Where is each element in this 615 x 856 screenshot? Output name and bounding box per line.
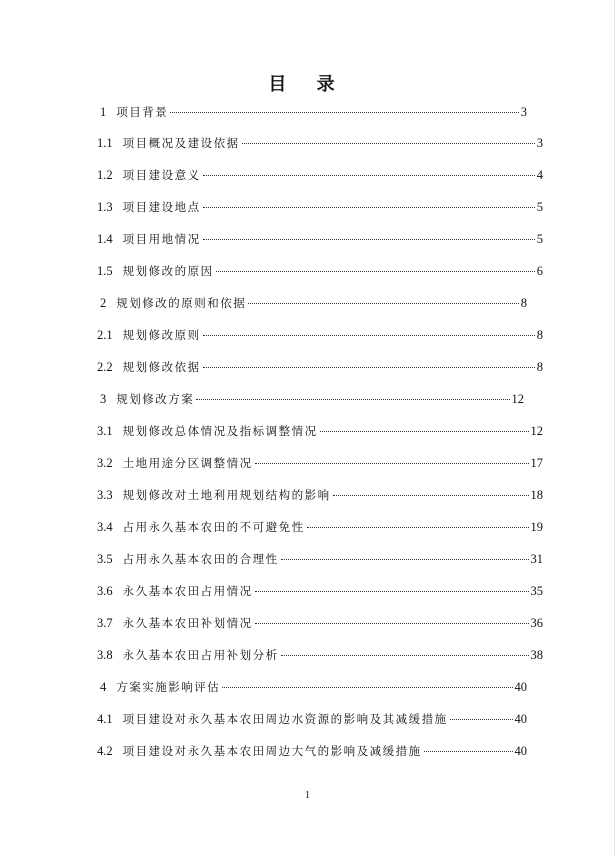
toc-entry[interactable] — [97, 134, 543, 152]
toc-entry-title: 土地用途分区调整情况 — [122, 456, 253, 470]
toc-entry-page: 36 — [530, 616, 543, 630]
toc-entry-page: 5 — [536, 200, 543, 214]
toc-entry-title: 项目建设对永久基本农田周边水资源的影响及其减缓措施 — [122, 712, 448, 726]
toc-title: 目 录 — [268, 74, 347, 95]
toc-entry-number: 1.1 — [97, 136, 113, 150]
toc-entry-leader — [307, 527, 529, 528]
toc-entry[interactable] — [97, 486, 543, 504]
toc-entry-page: 3 — [536, 136, 543, 150]
toc-entry-number: 2 — [100, 296, 107, 310]
toc-entry-number: 2.2 — [97, 360, 113, 374]
toc-entry-page: 40 — [514, 712, 527, 726]
toc-entry-number: 2.1 — [97, 328, 113, 342]
toc-entry-page: 6 — [536, 264, 543, 278]
toc-entry-leader — [242, 143, 535, 144]
toc-entry-leader — [255, 591, 529, 592]
toc-entry[interactable] — [97, 614, 543, 632]
toc-entry-page: 35 — [530, 584, 543, 598]
toc-entry-leader — [203, 239, 535, 240]
toc-entry[interactable] — [97, 518, 543, 536]
toc-entry-title: 规划修改的原因 — [122, 264, 214, 278]
toc-entry[interactable] — [97, 710, 527, 728]
toc-entry-title: 项目概况及建设依据 — [122, 136, 240, 150]
toc-entry-number: 3.1 — [97, 424, 113, 438]
toc-entry[interactable] — [100, 390, 524, 408]
page-number: 1 — [305, 790, 310, 801]
toc-entry-number: 3.6 — [97, 584, 113, 598]
toc-entry-leader — [255, 623, 529, 624]
toc-entry[interactable] — [97, 166, 543, 184]
toc-entry-page: 4 — [536, 168, 543, 182]
toc-entry-title: 规划修改对土地利用规划结构的影响 — [122, 488, 331, 502]
toc-entry[interactable] — [97, 198, 543, 216]
toc-entry[interactable] — [100, 294, 527, 312]
toc-entry-title: 永久基本农田占用情况 — [122, 584, 253, 598]
toc-entry-number: 1.4 — [97, 232, 113, 246]
toc-entry-page: 17 — [530, 456, 543, 470]
toc-entry-leader — [196, 399, 509, 400]
toc-entry-number: 4 — [100, 680, 107, 694]
toc-entry-leader — [255, 463, 529, 464]
toc-entry-leader — [281, 559, 529, 560]
toc-entry-leader — [203, 335, 535, 336]
toc-entry[interactable] — [100, 678, 527, 696]
toc-entry-leader — [170, 112, 519, 113]
toc-entry-page: 8 — [520, 296, 527, 310]
toc-entry[interactable] — [97, 742, 527, 760]
toc-entry-number: 1.5 — [97, 264, 113, 278]
toc-entry-number: 1 — [100, 105, 107, 119]
toc-entry-title: 项目背景 — [116, 105, 169, 119]
toc-entry-page: 12 — [530, 424, 543, 438]
toc-entry-number: 1.3 — [97, 200, 113, 214]
toc-entry-page: 8 — [536, 360, 543, 374]
toc-entry-page: 12 — [511, 392, 524, 406]
toc-entry-page: 8 — [536, 328, 543, 342]
toc-entry-title: 永久基本农田补划情况 — [122, 616, 253, 630]
toc-entry-leader — [281, 655, 529, 656]
toc-entry-page: 5 — [536, 232, 543, 246]
toc-entry-title: 规划修改原则 — [122, 328, 201, 342]
toc-entry-title: 方案实施影响评估 — [116, 680, 221, 694]
toc-entry-leader — [203, 175, 535, 176]
toc-entry-leader — [424, 751, 513, 752]
toc-entry[interactable] — [100, 103, 527, 121]
toc-entry[interactable] — [97, 326, 543, 344]
toc-entry-title: 规划修改方案 — [116, 392, 195, 406]
toc-entry-title: 永久基本农田占用补划分析 — [122, 648, 279, 662]
toc-entry-page: 38 — [530, 648, 543, 662]
toc-entry[interactable] — [97, 422, 543, 440]
toc-entry-page: 40 — [514, 680, 527, 694]
toc-entry[interactable] — [97, 454, 543, 472]
toc-entry-number: 3.4 — [97, 520, 113, 534]
toc-entry-title: 规划修改的原则和依据 — [116, 296, 247, 310]
toc-entry-number: 3.8 — [97, 648, 113, 662]
toc-entry[interactable] — [97, 582, 543, 600]
toc-entry-leader — [216, 271, 535, 272]
toc-entry-number: 3 — [100, 392, 107, 406]
toc-entry-leader — [450, 719, 513, 720]
toc-entry-title: 项目用地情况 — [122, 232, 201, 246]
toc-entry-title: 占用永久基本农田的合理性 — [122, 552, 279, 566]
toc-entry-leader — [203, 367, 535, 368]
toc-entry[interactable] — [97, 230, 543, 248]
toc-entry-title: 项目建设地点 — [122, 200, 201, 214]
toc-entry-number: 3.3 — [97, 488, 113, 502]
toc-entry-leader — [248, 303, 519, 304]
toc-entry-title: 规划修改总体情况及指标调整情况 — [122, 424, 318, 438]
toc-entry[interactable] — [97, 550, 543, 568]
toc-entry[interactable] — [97, 358, 543, 376]
toc-entry-number: 4.2 — [97, 744, 113, 758]
toc-entry-number: 3.2 — [97, 456, 113, 470]
toc-entry-leader — [333, 495, 529, 496]
toc-entry[interactable] — [97, 262, 543, 280]
toc-entry-page: 40 — [514, 744, 527, 758]
toc-entry-leader — [222, 687, 512, 688]
toc-entry-leader — [203, 207, 535, 208]
toc-entry-number: 3.7 — [97, 616, 113, 630]
toc-entry-number: 4.1 — [97, 712, 113, 726]
toc-entry-title: 规划修改依据 — [122, 360, 201, 374]
toc-entry-title: 占用永久基本农田的不可避免性 — [122, 520, 305, 534]
toc-entry-title: 项目建设对永久基本农田周边大气的影响及减缓措施 — [122, 744, 422, 758]
toc-entry-page: 19 — [530, 520, 543, 534]
toc-entry-leader — [320, 431, 529, 432]
toc-entry-title: 项目建设意义 — [122, 168, 201, 182]
toc-entry-number: 3.5 — [97, 552, 113, 566]
toc-entry-page: 3 — [520, 105, 527, 119]
toc-entry-number: 1.2 — [97, 168, 113, 182]
toc-entry-page: 18 — [530, 488, 543, 502]
toc-entry[interactable] — [97, 646, 543, 664]
toc-entry-page: 31 — [530, 552, 543, 566]
